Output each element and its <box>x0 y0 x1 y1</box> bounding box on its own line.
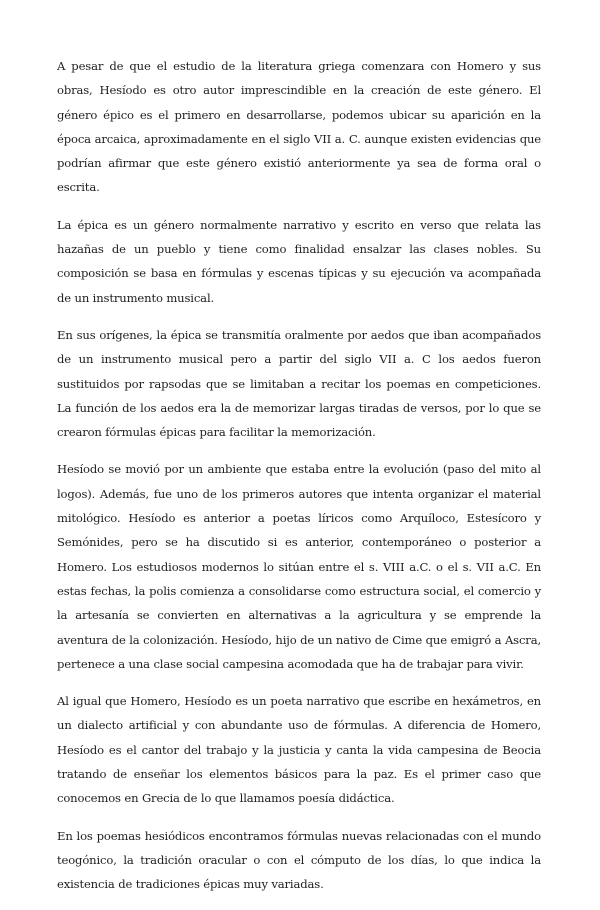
paragraph-comparacion-homero: Al igual que Homero, Hesíodo es un poeta narrativo que escribe en hexámetros, en un dialecto artificial y con abundante uso de fórmulas. A diferencia de Homero, Hesíodo es el cantor del trabajo y la justicia y canta la vida campesina de Beocia tratando de enseñar los elementos básicos para la paz. Es el primer caso que conocemos en Grecia de lo que llamamos poesía didáctica. <box>57 694 541 806</box>
paragraph-definicion-epica: La épica es un género normalmente narrativo y escrito en verso que relata las hazañas de un pueblo y tiene como finalidad ensalzar las clases nobles. Su composición se basa en fórmulas y escenas típicas y su ejecución va acompañada de un instrumento musical. <box>57 217 541 305</box>
paragraph-homero-hesiodo: A pesar de que el estudio de la literatura griega comenzara con Homero y sus obras, Hesíodo es otro autor imprescindible en la creación de este género. El género épico es el primero en desarrollarse, podemos ubicar su aparición en la época arcaica, aproximadamente en el siglo VII a. C. aunque existen evidencias que podrían afirmar que este género existió anteriormente ya sea de forma oral o escrita. <box>57 59 541 195</box>
paragraph-origenes-aedos: En sus orígenes, la épica se transmitía oralmente por aedos que iban acompañados de un instrumento musical pero a partir del siglo VII a. C los aedos fueron sustituidos por rapsodas que se limitaban a recitar los poemas en competiciones. La función de los aedos era la de memorizar largas tiradas de versos, por lo que se crearon fórmulas épicas para facilitar la memorización. <box>57 327 541 440</box>
document-body <box>57 54 541 910</box>
paragraph-contexto-hesiodo: Hesíodo se movió por un ambiente que estaba entre la evolución (paso del mito al logos). Además, fue uno de los primeros autores que intenta organizar el material mitológico. Hesíodo es anterior a poetas líricos como Arquíloco, Estesícoro y Semónides, pero se ha discutido si es anterior, contemporáneo o posterior a Homero. Los estudiosos modernos lo sitúan entre el s. VIII a.C. o el s. VII a.C. En estas fechas, la polis comienza a consolidarse como estructura social, el comercio y la artesanía se convierten en alternativas a la agricultura y se emprende la aventura de la colonización. Hesíodo, hijo de un nativo de Cime que emigró a Ascra, pertenece a una clase social campesina acomodada que ha de trabajar para vivir. <box>57 462 541 671</box>
paragraph-poemas-hesiodicos: En los poemas hesiódicos encontramos fórmulas nuevas relacionadas con el mundo teogónico, la tradición oracular o con el cómputo de los días, lo que indica la existencia de tradiciones épicas muy variadas. <box>57 828 541 892</box>
